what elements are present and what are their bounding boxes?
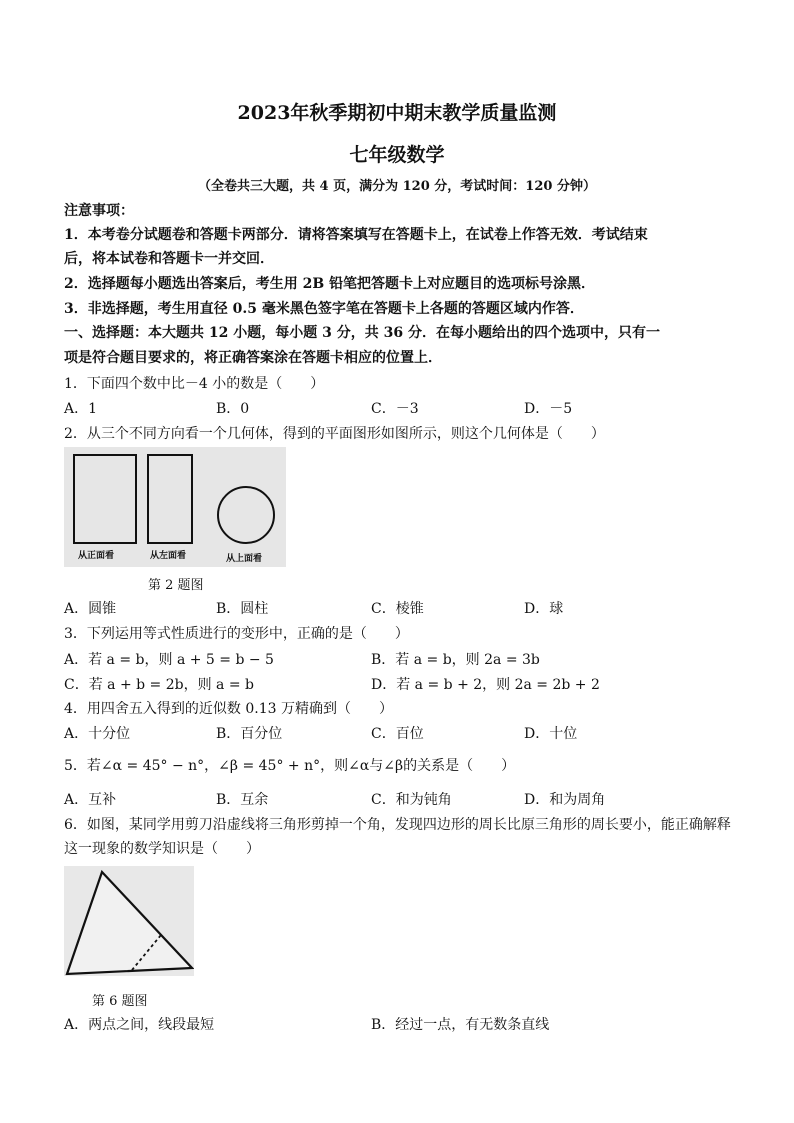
- q6-figure: [64, 866, 194, 976]
- q3-option-d: D．若 a = b + 2，则 2a = 2b + 2: [371, 677, 600, 693]
- q6-caption: 第 6 题图: [92, 994, 148, 1009]
- exam-subtitle: 七年级数学: [349, 144, 445, 166]
- q1-stem: 1．下面四个数中比－4 小的数是（ ）: [64, 376, 325, 392]
- q3-option-b: B．若 a = b，则 2a = 3b: [371, 652, 540, 668]
- q2-option-c: C．棱锥: [371, 601, 424, 617]
- q2-option-a: A．圆锥: [64, 601, 117, 617]
- section1-line2: 项是符合题目要求的，将正确答案涂在答题卡相应的位置上．: [64, 350, 442, 366]
- section1-line1: 一、选择题：本大题共 12 小题，每小题 3 分，共 36 分．在每小题给出的四个选项中，只有一: [64, 325, 660, 341]
- q6-option-b: B．经过一点，有无数条直线: [371, 1017, 550, 1033]
- q5-option-d: D．和为周角: [524, 792, 606, 808]
- q2-stem: 2．从三个不同方向看一个几何体，得到的平面图形如图所示，则这个几何体是（ ）: [64, 426, 605, 442]
- q5-stem: 5．若∠α = 45° − n°，∠β = 45° + n°，则∠α与∠β的关系是（ ）: [64, 758, 516, 774]
- q5-option-c: C．和为钝角: [371, 792, 452, 808]
- q1-option-a: A．1: [64, 401, 98, 417]
- q6-option-a: A．两点之间，线段最短: [64, 1017, 215, 1033]
- q2-option-d: D．球: [524, 601, 564, 617]
- view-label-top: 从上面看: [226, 554, 263, 564]
- q4-option-b: B．百分位: [216, 726, 283, 742]
- q5-option-b: B．互余: [216, 792, 269, 808]
- q2-option-b: B．圆柱: [216, 601, 269, 617]
- q1-option-d: D．－5: [524, 401, 573, 417]
- q3-stem: 3．下列运用等式性质进行的变形中，正确的是（ ）: [64, 626, 409, 642]
- q4-option-c: C．百位: [371, 726, 424, 742]
- notice-item-1b: 后，将本试卷和答题卡一并交回．: [64, 251, 274, 267]
- q4-option-a: A．十分位: [64, 726, 131, 742]
- view-label-left: 从左面看: [150, 551, 187, 561]
- notice-heading: 注意事项：: [64, 203, 134, 219]
- q3-option-a: A．若 a = b，则 a + 5 = b − 5: [64, 652, 274, 668]
- triangle-diagram: [64, 866, 194, 976]
- q2-caption: 第 2 题图: [148, 578, 204, 593]
- exam-info: （全卷共三大题，共 4 页，满分为 120 分，考试时间：120 分钟）: [198, 179, 596, 194]
- q3-option-c: C．若 a + b = 2b，则 a = b: [64, 677, 254, 693]
- q1-option-c: C．－3: [371, 401, 419, 417]
- q2-figure: [64, 447, 286, 567]
- q5-option-a: A．互补: [64, 792, 117, 808]
- q1-option-b: B．0: [216, 401, 250, 417]
- view-label-front: 从正面看: [78, 551, 115, 561]
- notice-item-1a: 1．本考卷分试题卷和答题卡两部分．请将答案填写在答题卡上，在试卷上作答无效．考试结束: [64, 227, 648, 243]
- q4-stem: 4．用四舍五入得到的近似数 0.13 万精确到（ ）: [64, 701, 393, 717]
- notice-item-2: 2．选择题每小题选出答案后，考生用 2B 铅笔把答题卡上对应题目的选项标号涂黑．: [64, 276, 596, 292]
- notice-item-3: 3．非选择题，考生用直径 0.5 毫米黑色签字笔在答题卡上各题的答题区域内作答．: [64, 301, 584, 317]
- q6-stem-line1: 6．如图，某同学用剪刀沿虚线将三角形剪掉一个角，发现四边形的周长比原三角形的周长要小，能正确解释: [64, 817, 731, 833]
- q4-option-d: D．十位: [524, 726, 578, 742]
- q6-stem-line2: 这一现象的数学知识是（ ）: [64, 841, 260, 857]
- exam-title: 2023年秋季期初中期末教学质量监测: [237, 102, 557, 124]
